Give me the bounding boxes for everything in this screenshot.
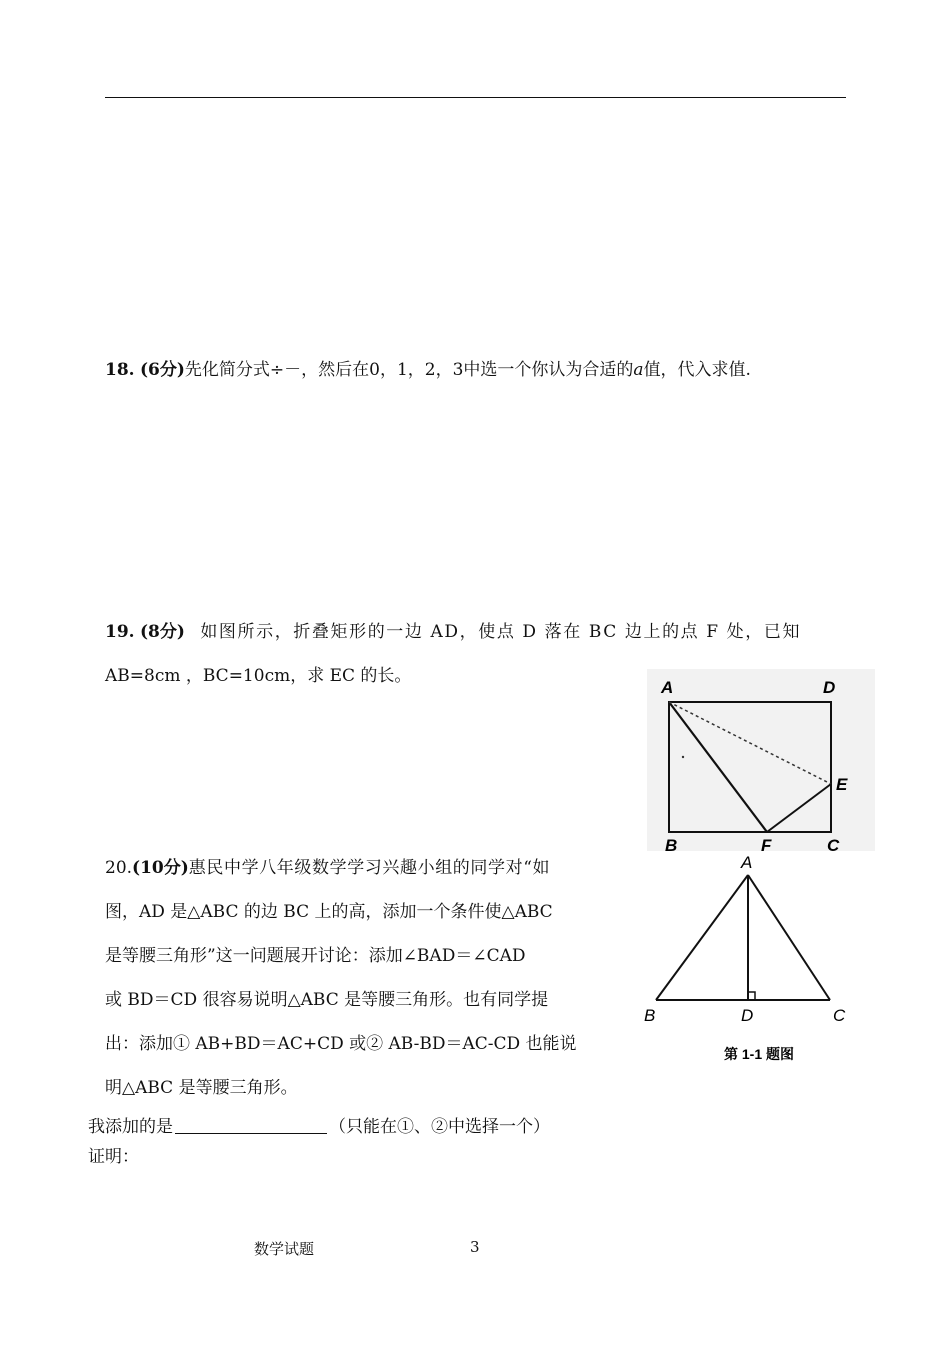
rectangle-fold-figure	[647, 669, 875, 851]
question-20-line3: 是等腰三角形”这一问题展开讨论：添加∠BAD＝∠CAD	[105, 946, 526, 966]
label-b: B	[665, 836, 678, 851]
question-18	[105, 355, 751, 380]
label-e: E	[836, 775, 848, 794]
label-c: C	[833, 1006, 846, 1025]
proof-label: 证明：	[88, 1147, 139, 1167]
question-text: 惠民中学八年级数学学习兴趣小组的同学对“如	[188, 858, 551, 878]
question-score: (10分)	[132, 858, 189, 878]
label-c: C	[827, 836, 840, 851]
label-b: B	[644, 1006, 656, 1025]
question-20-line5: 出：添加① AB+BD＝AC+CD 或② AB-BD＝AC-CD 也能说	[105, 1034, 577, 1054]
triangle-altitude-figure	[640, 848, 868, 1070]
question-20-line6: 明△ABC 是等腰三角形。	[105, 1078, 298, 1098]
question-text: 如图所示，折叠矩形的一边 AD，使点 D 落在 BC 边上的点 F 处，已知	[200, 622, 802, 642]
question-number: 20.	[105, 858, 133, 878]
label-d: D	[741, 1006, 754, 1025]
question-20-line4: 或 BD＝CD 很容易说明△ABC 是等腰三角形。也有同学提	[105, 990, 549, 1010]
label-d: D	[823, 678, 836, 697]
answer-prefix: 我添加的是	[88, 1117, 173, 1137]
question-20-line2: 图，AD 是△ABC 的边 BC 上的高，添加一个条件使△ABC	[105, 902, 553, 922]
question-19	[105, 617, 801, 642]
side-ab	[656, 875, 748, 1000]
label-a: A	[661, 678, 674, 697]
question-score: (6分)	[139, 360, 185, 380]
speck	[682, 756, 684, 758]
question-number: 19.	[105, 622, 135, 642]
question-score: (8分)	[139, 622, 185, 642]
answer-line	[88, 1112, 550, 1137]
answer-suffix: （只能在①、②中选择一个）	[329, 1117, 550, 1137]
label-f: F	[761, 836, 772, 851]
question-text-end: 值，代入求值.	[643, 360, 751, 380]
side-ac	[748, 875, 830, 1000]
question-number: 18.	[105, 360, 135, 380]
page-number: 3	[470, 1238, 480, 1256]
right-angle-mark	[748, 992, 755, 1000]
footer-subject: 数学试题	[254, 1240, 315, 1258]
figure-caption: 第 1-1 题图	[724, 1046, 795, 1062]
question-19-line2: AB=8cm ，BC=10cm，求 EC 的长。	[105, 666, 412, 686]
variable-a: a	[633, 360, 644, 380]
answer-blank[interactable]	[175, 1115, 327, 1134]
header-rule	[105, 97, 846, 98]
question-20	[105, 853, 550, 878]
label-a: A	[741, 853, 753, 872]
question-text: 先化简分式÷－，然后在0，1，2，3中选一个你认为合适的	[184, 360, 634, 380]
